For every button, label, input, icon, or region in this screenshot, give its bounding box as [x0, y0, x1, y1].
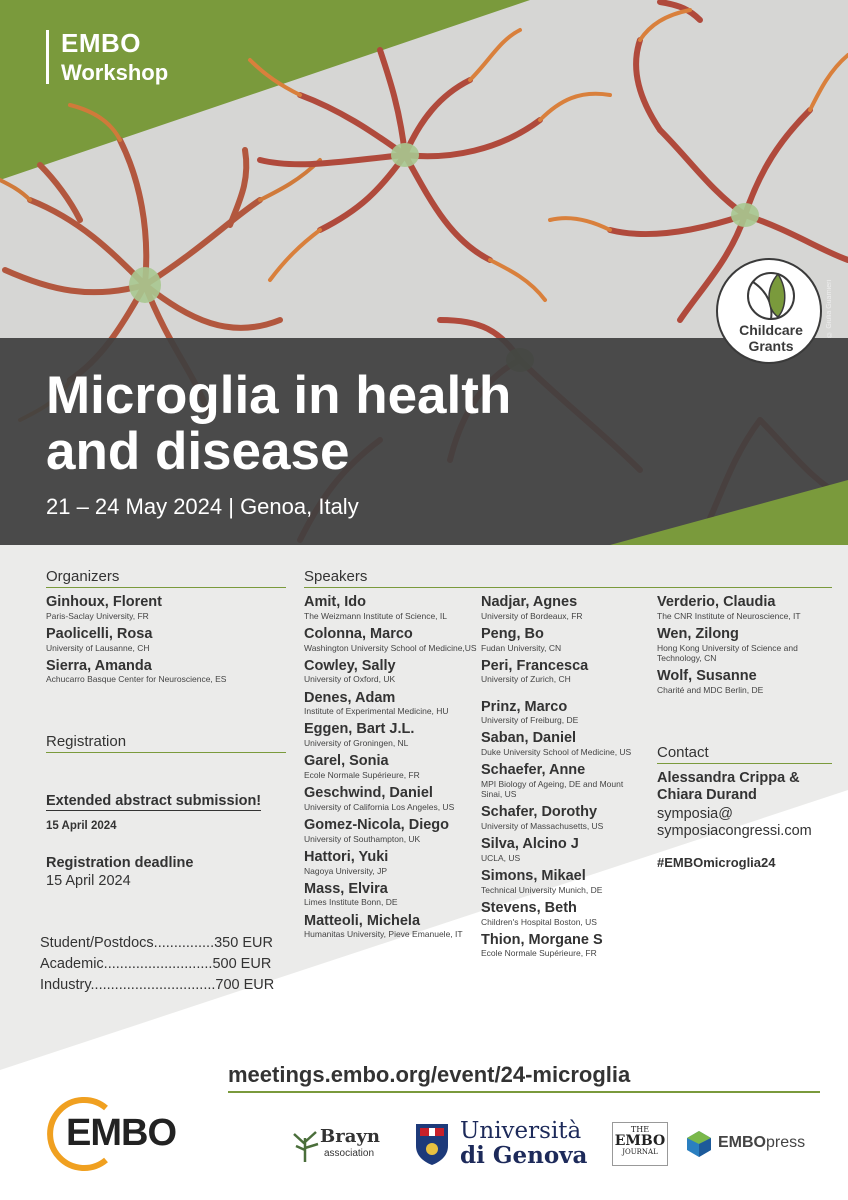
contact-heading: Contact: [657, 744, 832, 764]
fee-price: 350 EUR: [214, 935, 273, 951]
organizer-entry: [46, 626, 286, 653]
speaker-affiliation: UCLA, US: [481, 852, 521, 863]
speaker-entry: [481, 626, 646, 653]
speaker-entry: [481, 804, 646, 831]
fee-row: [40, 954, 290, 975]
speaker-name: Nadjar, Agnes: [481, 594, 578, 610]
speaker-affiliation: MPI Biology of Ageing, DE and Mount Sinai, US: [481, 778, 624, 800]
speaker-affiliation: University of California Los Angeles, US: [304, 801, 455, 812]
journal-the: THE: [630, 1125, 650, 1134]
speaker-affiliation: Humanitas University, Pieve Emanuele, IT: [304, 929, 463, 940]
speaker-affiliation: Duke University School of Medicine, US: [481, 747, 632, 758]
speaker-entry: [304, 594, 479, 621]
speaker-affiliation: Ecole Normale Supérieure, FR: [304, 769, 420, 780]
speaker-name: Hattori, Yuki: [304, 848, 389, 865]
fee-label: Industry: [40, 977, 91, 994]
speaker-name: Colonna, Marco: [304, 625, 413, 642]
speaker-entry: [481, 836, 646, 863]
organizer-affiliation: University of Lausanne, CH: [46, 642, 150, 653]
speaker-affiliation: University of Oxford, UK: [304, 674, 396, 685]
speaker-affiliation: University of Zurich, CH: [481, 674, 571, 685]
speaker-entry: [304, 658, 479, 685]
speaker-affiliation: University of Massachusetts, US: [481, 821, 604, 832]
speaker-affiliation: The CNR Institute of Neuroscience, IT: [657, 610, 801, 621]
speaker-entry: [481, 762, 646, 799]
speakers-column-2: [481, 594, 646, 964]
speaker-affiliation: University of Southampton, UK: [304, 833, 421, 844]
embopress-press: press: [766, 1134, 806, 1151]
fee-price: 700 EUR: [215, 977, 275, 994]
organizer-entry: [46, 658, 286, 685]
speaker-name: Silva, Alcino J: [481, 836, 579, 853]
speaker-affiliation: Children's Hospital Boston, US: [481, 916, 597, 927]
speaker-name: Wen, Zilong: [657, 625, 739, 642]
crest-icon: [414, 1120, 450, 1166]
brain-association-logo: [288, 1124, 390, 1166]
registration-deadline-date: 15 April 2024: [46, 873, 131, 889]
registration-deadline-label: Registration deadline: [46, 855, 194, 871]
speaker-entry: [304, 849, 479, 876]
organizer-name: Paolicelli, Rosa: [46, 625, 153, 642]
contact-names: Alessandra Crippa & Chiara Durand: [657, 770, 800, 804]
fee-table: [40, 933, 290, 996]
speaker-entry: [304, 626, 479, 653]
speaker-name: Denes, Adam: [304, 689, 396, 706]
speaker-affiliation: The Weizmann Institute of Science, IL: [304, 610, 447, 621]
unige-line-1: Università: [460, 1118, 582, 1144]
speaker-entry: [481, 658, 646, 685]
event-hashtag: #EMBOmicroglia24: [657, 855, 776, 870]
contact-email[interactable]: [657, 806, 837, 841]
speaker-affiliation: Fudan University, CN: [481, 642, 562, 653]
speaker-name: Simons, Mikael: [481, 868, 586, 885]
embo-logo: [44, 1098, 184, 1170]
embopress-text: [718, 1134, 805, 1152]
event-url-link[interactable]: meetings.embo.org/event/24-microglia: [228, 1062, 631, 1087]
speaker-entry: [304, 690, 479, 717]
speaker-entry: [657, 594, 832, 621]
speaker-entry: [481, 932, 646, 959]
embopress-embo: EMBO: [718, 1134, 766, 1151]
journal-word: JOURNAL: [622, 1148, 658, 1157]
speaker-affiliation: University of Bordeaux, FR: [481, 610, 583, 621]
brain-tree-icon: [288, 1124, 322, 1162]
abstract-date: 15 April 2024: [46, 820, 117, 832]
badge-line-2: Grants: [748, 338, 794, 355]
fee-dots: ...............: [153, 935, 215, 951]
speaker-name: Peng, Bo: [481, 625, 544, 642]
speaker-affiliation: Hong Kong University of Science and Technology, CN: [657, 642, 798, 663]
speaker-entry: [304, 721, 479, 748]
speaker-affiliation: Institute of Experimental Medicine, HU: [304, 706, 449, 717]
speaker-affiliation: Nagoya University, JP: [304, 865, 387, 876]
organizer-name: Ginhoux, Florent: [46, 594, 162, 610]
speaker-affiliation: Limes Institute Bonn, DE: [304, 897, 398, 908]
speaker-entry: [304, 817, 479, 844]
fee-dots: ...............................: [90, 977, 216, 994]
speaker-entry: [304, 913, 479, 940]
footer-divider: [228, 1091, 820, 1093]
speaker-affiliation: Technical University Munich, DE: [481, 884, 603, 895]
speaker-entry: [304, 881, 479, 908]
speaker-entry: [481, 900, 646, 927]
title-line-1: Microglia in health: [46, 366, 512, 425]
speaker-entry: [657, 626, 832, 663]
workshop-subtitle: Workshop: [61, 60, 169, 85]
speakers-heading: Speakers: [304, 568, 832, 588]
speaker-name: Saban, Daniel: [481, 730, 577, 747]
speaker-name: Gomez-Nicola, Diego: [304, 817, 450, 834]
organizer-entry: [46, 594, 286, 621]
registration-heading: Registration: [46, 733, 286, 753]
embo-logo-text: EMBO: [66, 1112, 176, 1154]
speaker-affiliation: Washington University School of Medicine,US: [304, 642, 477, 653]
speaker-name: Cowley, Sally: [304, 657, 396, 674]
speaker-name: Schaefer, Anne: [481, 762, 586, 779]
speaker-entry: [481, 699, 646, 726]
speaker-entry: [481, 730, 646, 757]
brain-logo-subtext: association: [324, 1148, 375, 1159]
contact-email-line-1: symposia@: [657, 806, 733, 822]
fee-row: [40, 933, 290, 954]
fee-row: [40, 975, 290, 996]
speakers-column-3: [657, 594, 832, 700]
badge-line-1: Childcare: [739, 322, 803, 338]
speaker-name: Amit, Ido: [304, 594, 367, 610]
workshop-brand: EMBO: [61, 28, 141, 58]
fee-label: Student/Postdocs: [40, 935, 154, 951]
speaker-name: Peri, Francesca: [481, 657, 589, 674]
contact-email-line-2: symposiacongressi.com: [657, 823, 812, 840]
speaker-entry: [481, 868, 646, 895]
embopress-logo: [686, 1130, 816, 1158]
organizers-list: [46, 594, 286, 690]
fee-dots: ...........................: [103, 956, 213, 973]
speaker-name: Prinz, Marco: [481, 698, 568, 715]
speaker-name: Matteoli, Michela: [304, 912, 421, 929]
unige-logo: [414, 1118, 594, 1170]
speaker-name: Mass, Elvira: [304, 880, 388, 897]
organizers-heading: Organizers: [46, 568, 286, 588]
speaker-name: Schafer, Dorothy: [481, 804, 598, 821]
speaker-affiliation: Ecole Normale Supérieure, FR: [481, 948, 597, 959]
speaker-entry: [304, 753, 479, 780]
abstract-submission-label: Extended abstract submission!: [46, 793, 262, 809]
speaker-name: Wolf, Susanne: [657, 667, 757, 684]
speaker-affiliation: University of Groningen, NL: [304, 738, 409, 749]
hexagon-icon: [686, 1130, 712, 1158]
organizer-name: Sierra, Amanda: [46, 657, 152, 674]
speaker-affiliation: University of Freiburg, DE: [481, 715, 579, 726]
organizer-affiliation: Paris-Saclay University, FR: [46, 610, 149, 621]
speaker-name: Stevens, Beth: [481, 899, 577, 916]
speaker-name: Geschwind, Daniel: [304, 785, 433, 802]
speaker-name: Eggen, Bart J.L.: [304, 721, 415, 738]
speaker-affiliation: Charité and MDC Berlin, DE: [657, 684, 764, 695]
speakers-column-1: [304, 594, 479, 944]
organizer-affiliation: Achucarro Basque Center for Neuroscience, ES: [46, 674, 227, 685]
unige-line-2: di Genova: [460, 1142, 588, 1169]
embo-journal-logo: [612, 1122, 668, 1166]
speaker-entry: [657, 668, 832, 695]
brain-logo-text: Brayn: [320, 1126, 380, 1147]
journal-embo: EMBO: [614, 1133, 666, 1150]
fee-label: Academic: [40, 956, 104, 973]
title-line-2: and disease: [46, 422, 350, 482]
fee-price: 500 EUR: [212, 956, 272, 973]
image-credit: © Giulia Guarnieri: [826, 280, 833, 338]
speaker-name: Thion, Morgane S: [481, 931, 603, 948]
event-date-location: 21 – 24 May 2024 | Genoa, Italy: [46, 494, 359, 519]
speaker-name: Verderio, Claudia: [657, 594, 776, 610]
speaker-entry: [304, 785, 479, 812]
speaker-entry: [481, 594, 646, 621]
speaker-name: Garel, Sonia: [304, 753, 389, 770]
